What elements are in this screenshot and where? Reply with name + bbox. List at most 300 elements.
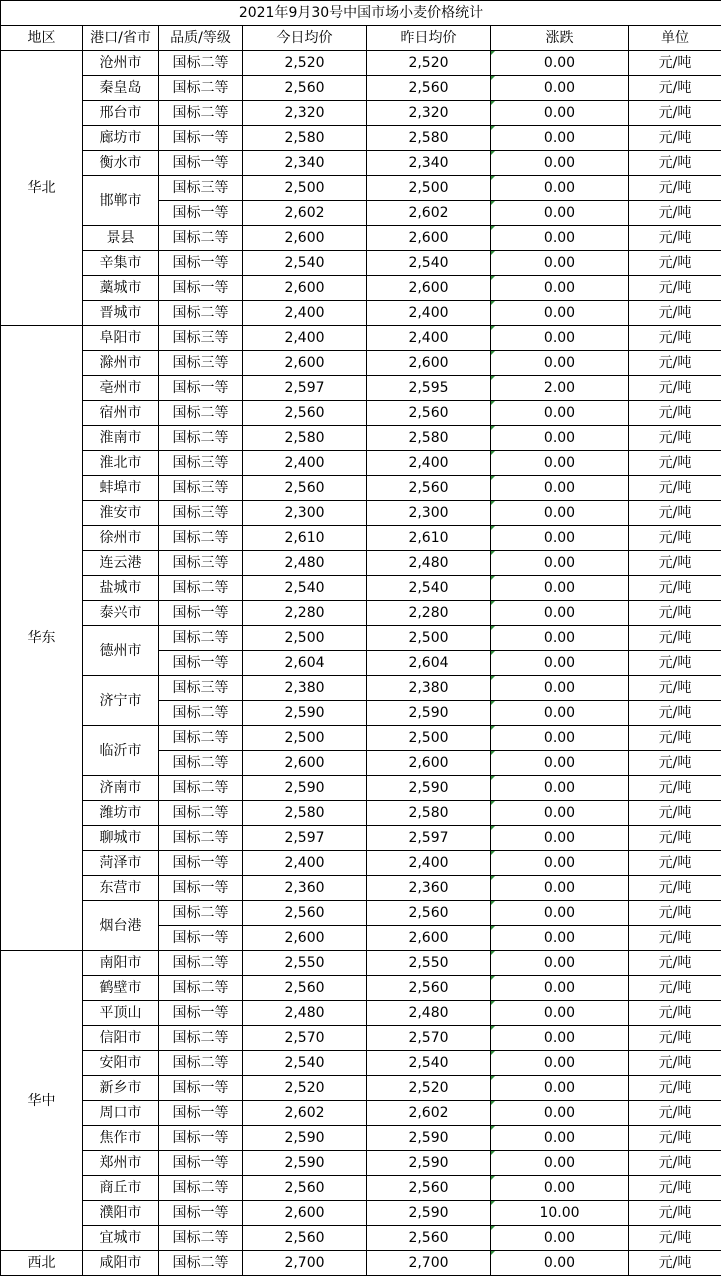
cell-yesterday-price: 2,340 bbox=[367, 151, 491, 176]
cell-yesterday-price: 2,590 bbox=[367, 776, 491, 801]
cell-grade: 国标一等 bbox=[159, 1101, 243, 1126]
cell-yesterday-price: 2,600 bbox=[367, 751, 491, 776]
cell-change: 0.00 bbox=[491, 1251, 629, 1276]
cell-yesterday-price: 2,600 bbox=[367, 926, 491, 951]
table-row bbox=[1, 551, 721, 576]
cell-today-price: 2,550 bbox=[243, 951, 367, 976]
cell-today-price: 2,600 bbox=[243, 1201, 367, 1226]
cell-today-price: 2,360 bbox=[243, 876, 367, 901]
cell-yesterday-price: 2,602 bbox=[367, 1101, 491, 1126]
cell-city: 衡水市 bbox=[83, 151, 159, 176]
cell-grade: 国标二等 bbox=[159, 951, 243, 976]
cell-city: 烟台港 bbox=[83, 901, 159, 951]
cell-yesterday-price: 2,590 bbox=[367, 1201, 491, 1226]
cell-today-price: 2,600 bbox=[243, 226, 367, 251]
cell-city: 淮南市 bbox=[83, 426, 159, 451]
cell-city: 焦作市 bbox=[83, 1126, 159, 1151]
table-row bbox=[1, 151, 721, 176]
cell-unit: 元/吨 bbox=[629, 51, 721, 76]
cell-change: 0.00 bbox=[491, 1051, 629, 1076]
cell-grade: 国标三等 bbox=[159, 176, 243, 201]
cell-yesterday-price: 2,595 bbox=[367, 376, 491, 401]
cell-yesterday-price: 2,520 bbox=[367, 1076, 491, 1101]
cell-unit: 元/吨 bbox=[629, 651, 721, 676]
header-yesterday-price: 昨日均价 bbox=[367, 26, 491, 51]
cell-grade: 国标一等 bbox=[159, 1151, 243, 1176]
cell-yesterday-price: 2,600 bbox=[367, 276, 491, 301]
cell-grade: 国标一等 bbox=[159, 276, 243, 301]
table-row bbox=[1, 526, 721, 551]
cell-yesterday-price: 2,540 bbox=[367, 251, 491, 276]
cell-change: 0.00 bbox=[491, 1226, 629, 1251]
table-row bbox=[1, 1176, 721, 1201]
cell-change: 0.00 bbox=[491, 951, 629, 976]
cell-yesterday-price: 2,590 bbox=[367, 701, 491, 726]
header-port-city: 港口/省市 bbox=[83, 26, 159, 51]
cell-unit: 元/吨 bbox=[629, 1251, 721, 1276]
cell-yesterday-price: 2,500 bbox=[367, 176, 491, 201]
header-unit: 单位 bbox=[629, 26, 721, 51]
cell-today-price: 2,560 bbox=[243, 476, 367, 501]
table-row bbox=[1, 351, 721, 376]
cell-change: 0.00 bbox=[491, 501, 629, 526]
cell-city: 连云港 bbox=[83, 551, 159, 576]
cell-grade: 国标二等 bbox=[159, 826, 243, 851]
cell-yesterday-price: 2,560 bbox=[367, 76, 491, 101]
cell-city: 东营市 bbox=[83, 876, 159, 901]
table-row bbox=[1, 726, 721, 751]
cell-today-price: 2,340 bbox=[243, 151, 367, 176]
cell-city: 信阳市 bbox=[83, 1026, 159, 1051]
cell-today-price: 2,604 bbox=[243, 651, 367, 676]
table-row bbox=[1, 101, 721, 126]
cell-grade: 国标三等 bbox=[159, 501, 243, 526]
cell-grade: 国标二等 bbox=[159, 751, 243, 776]
cell-city: 鹤壁市 bbox=[83, 976, 159, 1001]
cell-city: 宜城市 bbox=[83, 1226, 159, 1251]
cell-today-price: 2,480 bbox=[243, 1001, 367, 1026]
cell-yesterday-price: 2,560 bbox=[367, 401, 491, 426]
cell-city: 泰兴市 bbox=[83, 601, 159, 626]
cell-today-price: 2,590 bbox=[243, 776, 367, 801]
cell-yesterday-price: 2,590 bbox=[367, 1151, 491, 1176]
cell-today-price: 2,400 bbox=[243, 851, 367, 876]
cell-unit: 元/吨 bbox=[629, 351, 721, 376]
cell-yesterday-price: 2,560 bbox=[367, 901, 491, 926]
cell-today-price: 2,560 bbox=[243, 1226, 367, 1251]
cell-unit: 元/吨 bbox=[629, 751, 721, 776]
cell-city: 盐城市 bbox=[83, 576, 159, 601]
cell-grade: 国标二等 bbox=[159, 576, 243, 601]
cell-change: 0.00 bbox=[491, 351, 629, 376]
cell-grade: 国标三等 bbox=[159, 551, 243, 576]
cell-change: 0.00 bbox=[491, 151, 629, 176]
cell-change: 0.00 bbox=[491, 626, 629, 651]
cell-grade: 国标二等 bbox=[159, 51, 243, 76]
cell-grade: 国标三等 bbox=[159, 451, 243, 476]
cell-city: 临沂市 bbox=[83, 726, 159, 776]
cell-change: 0.00 bbox=[491, 76, 629, 101]
cell-grade: 国标二等 bbox=[159, 726, 243, 751]
cell-today-price: 2,380 bbox=[243, 676, 367, 701]
cell-change: 0.00 bbox=[491, 51, 629, 76]
cell-yesterday-price: 2,480 bbox=[367, 551, 491, 576]
cell-unit: 元/吨 bbox=[629, 551, 721, 576]
table-row bbox=[1, 1001, 721, 1026]
cell-change: 0.00 bbox=[491, 726, 629, 751]
cell-unit: 元/吨 bbox=[629, 151, 721, 176]
cell-city: 亳州市 bbox=[83, 376, 159, 401]
cell-city: 邯郸市 bbox=[83, 176, 159, 226]
cell-city: 辛集市 bbox=[83, 251, 159, 276]
cell-today-price: 2,280 bbox=[243, 601, 367, 626]
cell-grade: 国标一等 bbox=[159, 651, 243, 676]
cell-grade: 国标二等 bbox=[159, 426, 243, 451]
cell-yesterday-price: 2,280 bbox=[367, 601, 491, 626]
cell-grade: 国标一等 bbox=[159, 876, 243, 901]
cell-grade: 国标二等 bbox=[159, 776, 243, 801]
cell-today-price: 2,600 bbox=[243, 751, 367, 776]
cell-city: 南阳市 bbox=[83, 951, 159, 976]
cell-unit: 元/吨 bbox=[629, 301, 721, 326]
cell-grade: 国标一等 bbox=[159, 1001, 243, 1026]
cell-today-price: 2,500 bbox=[243, 726, 367, 751]
cell-yesterday-price: 2,560 bbox=[367, 1176, 491, 1201]
cell-yesterday-price: 2,300 bbox=[367, 501, 491, 526]
cell-today-price: 2,600 bbox=[243, 351, 367, 376]
cell-change: 0.00 bbox=[491, 401, 629, 426]
cell-unit: 元/吨 bbox=[629, 801, 721, 826]
cell-yesterday-price: 2,500 bbox=[367, 726, 491, 751]
cell-yesterday-price: 2,550 bbox=[367, 951, 491, 976]
table-row bbox=[1, 451, 721, 476]
cell-grade: 国标一等 bbox=[159, 1126, 243, 1151]
table-row bbox=[1, 801, 721, 826]
cell-unit: 元/吨 bbox=[629, 851, 721, 876]
cell-city: 藁城市 bbox=[83, 276, 159, 301]
cell-unit: 元/吨 bbox=[629, 226, 721, 251]
cell-change: 0.00 bbox=[491, 326, 629, 351]
table-row bbox=[1, 226, 721, 251]
header-change: 涨跌 bbox=[491, 26, 629, 51]
cell-grade: 国标三等 bbox=[159, 351, 243, 376]
cell-yesterday-price: 2,400 bbox=[367, 851, 491, 876]
cell-unit: 元/吨 bbox=[629, 1201, 721, 1226]
cell-city: 沧州市 bbox=[83, 51, 159, 76]
cell-grade: 国标一等 bbox=[159, 1201, 243, 1226]
table-row bbox=[1, 626, 721, 651]
table-row bbox=[1, 1026, 721, 1051]
cell-today-price: 2,590 bbox=[243, 1126, 367, 1151]
cell-yesterday-price: 2,380 bbox=[367, 676, 491, 701]
cell-unit: 元/吨 bbox=[629, 101, 721, 126]
cell-unit: 元/吨 bbox=[629, 1126, 721, 1151]
cell-change: 0.00 bbox=[491, 851, 629, 876]
cell-change: 0.00 bbox=[491, 976, 629, 1001]
cell-grade: 国标二等 bbox=[159, 101, 243, 126]
cell-change: 0.00 bbox=[491, 1076, 629, 1101]
cell-unit: 元/吨 bbox=[629, 401, 721, 426]
cell-city: 商丘市 bbox=[83, 1176, 159, 1201]
header-today-price: 今日均价 bbox=[243, 26, 367, 51]
cell-city: 邢台市 bbox=[83, 101, 159, 126]
cell-change: 0.00 bbox=[491, 776, 629, 801]
cell-yesterday-price: 2,560 bbox=[367, 476, 491, 501]
cell-today-price: 2,400 bbox=[243, 301, 367, 326]
cell-yesterday-price: 2,600 bbox=[367, 226, 491, 251]
cell-unit: 元/吨 bbox=[629, 726, 721, 751]
cell-unit: 元/吨 bbox=[629, 526, 721, 551]
table-title: 2021年9月30号中国市场小麦价格统计 bbox=[1, 1, 721, 26]
table-row bbox=[1, 851, 721, 876]
cell-grade: 国标一等 bbox=[159, 1076, 243, 1101]
cell-region: 西北 bbox=[1, 1251, 83, 1276]
table-row bbox=[1, 601, 721, 626]
cell-unit: 元/吨 bbox=[629, 126, 721, 151]
table-row bbox=[1, 901, 721, 926]
cell-grade: 国标二等 bbox=[159, 1251, 243, 1276]
cell-city: 淮安市 bbox=[83, 501, 159, 526]
cell-change: 0.00 bbox=[491, 901, 629, 926]
cell-city: 淮北市 bbox=[83, 451, 159, 476]
cell-today-price: 2,590 bbox=[243, 1151, 367, 1176]
cell-grade: 国标二等 bbox=[159, 526, 243, 551]
cell-change: 0.00 bbox=[491, 176, 629, 201]
cell-city: 徐州市 bbox=[83, 526, 159, 551]
cell-unit: 元/吨 bbox=[629, 826, 721, 851]
cell-city: 秦皇岛 bbox=[83, 76, 159, 101]
cell-change: 0.00 bbox=[491, 826, 629, 851]
cell-grade: 国标二等 bbox=[159, 901, 243, 926]
cell-yesterday-price: 2,570 bbox=[367, 1026, 491, 1051]
cell-grade: 国标一等 bbox=[159, 201, 243, 226]
cell-city: 聊城市 bbox=[83, 826, 159, 851]
cell-today-price: 2,540 bbox=[243, 1051, 367, 1076]
table-row bbox=[1, 1101, 721, 1126]
cell-yesterday-price: 2,700 bbox=[367, 1251, 491, 1276]
cell-grade: 国标二等 bbox=[159, 226, 243, 251]
cell-today-price: 2,500 bbox=[243, 176, 367, 201]
cell-yesterday-price: 2,602 bbox=[367, 201, 491, 226]
cell-unit: 元/吨 bbox=[629, 451, 721, 476]
cell-yesterday-price: 2,400 bbox=[367, 301, 491, 326]
cell-region: 华东 bbox=[1, 326, 83, 951]
cell-grade: 国标二等 bbox=[159, 701, 243, 726]
header-grade: 品质/等级 bbox=[159, 26, 243, 51]
table-row bbox=[1, 976, 721, 1001]
cell-city: 济南市 bbox=[83, 776, 159, 801]
cell-grade: 国标二等 bbox=[159, 1226, 243, 1251]
cell-unit: 元/吨 bbox=[629, 926, 721, 951]
cell-grade: 国标一等 bbox=[159, 376, 243, 401]
cell-change: 0.00 bbox=[491, 251, 629, 276]
cell-unit: 元/吨 bbox=[629, 1101, 721, 1126]
cell-change: 0.00 bbox=[491, 1176, 629, 1201]
cell-yesterday-price: 2,360 bbox=[367, 876, 491, 901]
cell-today-price: 2,540 bbox=[243, 251, 367, 276]
cell-today-price: 2,560 bbox=[243, 76, 367, 101]
cell-today-price: 2,602 bbox=[243, 1101, 367, 1126]
cell-today-price: 2,580 bbox=[243, 801, 367, 826]
cell-grade: 国标二等 bbox=[159, 76, 243, 101]
cell-city: 宿州市 bbox=[83, 401, 159, 426]
cell-unit: 元/吨 bbox=[629, 701, 721, 726]
cell-change: 0.00 bbox=[491, 651, 629, 676]
cell-yesterday-price: 2,580 bbox=[367, 426, 491, 451]
cell-unit: 元/吨 bbox=[629, 376, 721, 401]
cell-unit: 元/吨 bbox=[629, 1001, 721, 1026]
cell-change: 0.00 bbox=[491, 526, 629, 551]
table-row bbox=[1, 426, 721, 451]
cell-today-price: 2,600 bbox=[243, 276, 367, 301]
cell-unit: 元/吨 bbox=[629, 901, 721, 926]
cell-today-price: 2,520 bbox=[243, 1076, 367, 1101]
cell-city: 济宁市 bbox=[83, 676, 159, 726]
table-row bbox=[1, 326, 721, 351]
cell-yesterday-price: 2,400 bbox=[367, 451, 491, 476]
cell-unit: 元/吨 bbox=[629, 876, 721, 901]
cell-unit: 元/吨 bbox=[629, 1226, 721, 1251]
cell-city: 景县 bbox=[83, 226, 159, 251]
cell-grade: 国标二等 bbox=[159, 401, 243, 426]
table-row bbox=[1, 1251, 721, 1276]
cell-grade: 国标二等 bbox=[159, 301, 243, 326]
table-row bbox=[1, 51, 721, 76]
cell-change: 0.00 bbox=[491, 301, 629, 326]
cell-unit: 元/吨 bbox=[629, 1076, 721, 1101]
cell-unit: 元/吨 bbox=[629, 501, 721, 526]
cell-grade: 国标三等 bbox=[159, 676, 243, 701]
cell-grade: 国标二等 bbox=[159, 801, 243, 826]
cell-change: 0.00 bbox=[491, 126, 629, 151]
cell-today-price: 2,597 bbox=[243, 826, 367, 851]
cell-unit: 元/吨 bbox=[629, 476, 721, 501]
table-row bbox=[1, 676, 721, 701]
cell-change: 0.00 bbox=[491, 101, 629, 126]
cell-unit: 元/吨 bbox=[629, 176, 721, 201]
cell-unit: 元/吨 bbox=[629, 676, 721, 701]
cell-unit: 元/吨 bbox=[629, 1026, 721, 1051]
cell-today-price: 2,480 bbox=[243, 551, 367, 576]
cell-today-price: 2,700 bbox=[243, 1251, 367, 1276]
table-row bbox=[1, 376, 721, 401]
cell-unit: 元/吨 bbox=[629, 1051, 721, 1076]
cell-city: 平顶山 bbox=[83, 1001, 159, 1026]
cell-change: 0.00 bbox=[491, 576, 629, 601]
cell-change: 0.00 bbox=[491, 276, 629, 301]
cell-yesterday-price: 2,540 bbox=[367, 576, 491, 601]
cell-yesterday-price: 2,540 bbox=[367, 1051, 491, 1076]
table-row bbox=[1, 276, 721, 301]
cell-today-price: 2,560 bbox=[243, 901, 367, 926]
cell-unit: 元/吨 bbox=[629, 951, 721, 976]
cell-grade: 国标一等 bbox=[159, 151, 243, 176]
cell-change: 2.00 bbox=[491, 376, 629, 401]
cell-today-price: 2,580 bbox=[243, 126, 367, 151]
cell-grade: 国标二等 bbox=[159, 1051, 243, 1076]
cell-today-price: 2,560 bbox=[243, 401, 367, 426]
cell-yesterday-price: 2,500 bbox=[367, 626, 491, 651]
cell-change: 0.00 bbox=[491, 876, 629, 901]
title-row bbox=[1, 1, 721, 26]
cell-today-price: 2,580 bbox=[243, 426, 367, 451]
table-row bbox=[1, 501, 721, 526]
cell-unit: 元/吨 bbox=[629, 1176, 721, 1201]
cell-city: 蚌埠市 bbox=[83, 476, 159, 501]
cell-city: 郑州市 bbox=[83, 1151, 159, 1176]
header-row bbox=[1, 26, 721, 51]
header-region: 地区 bbox=[1, 26, 83, 51]
cell-city: 滁州市 bbox=[83, 351, 159, 376]
cell-grade: 国标二等 bbox=[159, 1026, 243, 1051]
cell-change: 0.00 bbox=[491, 551, 629, 576]
cell-yesterday-price: 2,590 bbox=[367, 1126, 491, 1151]
table-row bbox=[1, 576, 721, 601]
cell-unit: 元/吨 bbox=[629, 426, 721, 451]
cell-unit: 元/吨 bbox=[629, 576, 721, 601]
cell-city: 安阳市 bbox=[83, 1051, 159, 1076]
cell-change: 10.00 bbox=[491, 1201, 629, 1226]
cell-today-price: 2,320 bbox=[243, 101, 367, 126]
cell-unit: 元/吨 bbox=[629, 601, 721, 626]
cell-yesterday-price: 2,560 bbox=[367, 1226, 491, 1251]
cell-city: 德州市 bbox=[83, 626, 159, 676]
cell-change: 0.00 bbox=[491, 676, 629, 701]
cell-grade: 国标二等 bbox=[159, 1176, 243, 1201]
cell-unit: 元/吨 bbox=[629, 276, 721, 301]
table-row bbox=[1, 1151, 721, 1176]
cell-grade: 国标二等 bbox=[159, 626, 243, 651]
cell-unit: 元/吨 bbox=[629, 76, 721, 101]
cell-grade: 国标二等 bbox=[159, 976, 243, 1001]
cell-unit: 元/吨 bbox=[629, 1151, 721, 1176]
cell-change: 0.00 bbox=[491, 1026, 629, 1051]
table-row bbox=[1, 251, 721, 276]
table-row bbox=[1, 1051, 721, 1076]
cell-grade: 国标三等 bbox=[159, 326, 243, 351]
cell-change: 0.00 bbox=[491, 426, 629, 451]
cell-today-price: 2,597 bbox=[243, 376, 367, 401]
cell-grade: 国标一等 bbox=[159, 851, 243, 876]
cell-city: 潍坊市 bbox=[83, 801, 159, 826]
cell-today-price: 2,560 bbox=[243, 976, 367, 1001]
table-row bbox=[1, 126, 721, 151]
cell-today-price: 2,590 bbox=[243, 701, 367, 726]
table-row bbox=[1, 1126, 721, 1151]
cell-grade: 国标一等 bbox=[159, 926, 243, 951]
cell-today-price: 2,500 bbox=[243, 626, 367, 651]
table-row bbox=[1, 301, 721, 326]
cell-grade: 国标一等 bbox=[159, 251, 243, 276]
table-row bbox=[1, 1201, 721, 1226]
cell-change: 0.00 bbox=[491, 701, 629, 726]
table-row bbox=[1, 1076, 721, 1101]
table-row bbox=[1, 876, 721, 901]
table-row bbox=[1, 76, 721, 101]
cell-change: 0.00 bbox=[491, 801, 629, 826]
cell-yesterday-price: 2,400 bbox=[367, 326, 491, 351]
cell-change: 0.00 bbox=[491, 201, 629, 226]
cell-city: 阜阳市 bbox=[83, 326, 159, 351]
cell-yesterday-price: 2,580 bbox=[367, 801, 491, 826]
table-row bbox=[1, 476, 721, 501]
cell-yesterday-price: 2,520 bbox=[367, 51, 491, 76]
cell-unit: 元/吨 bbox=[629, 776, 721, 801]
cell-grade: 国标三等 bbox=[159, 476, 243, 501]
cell-today-price: 2,602 bbox=[243, 201, 367, 226]
table-row bbox=[1, 1226, 721, 1251]
cell-yesterday-price: 2,480 bbox=[367, 1001, 491, 1026]
